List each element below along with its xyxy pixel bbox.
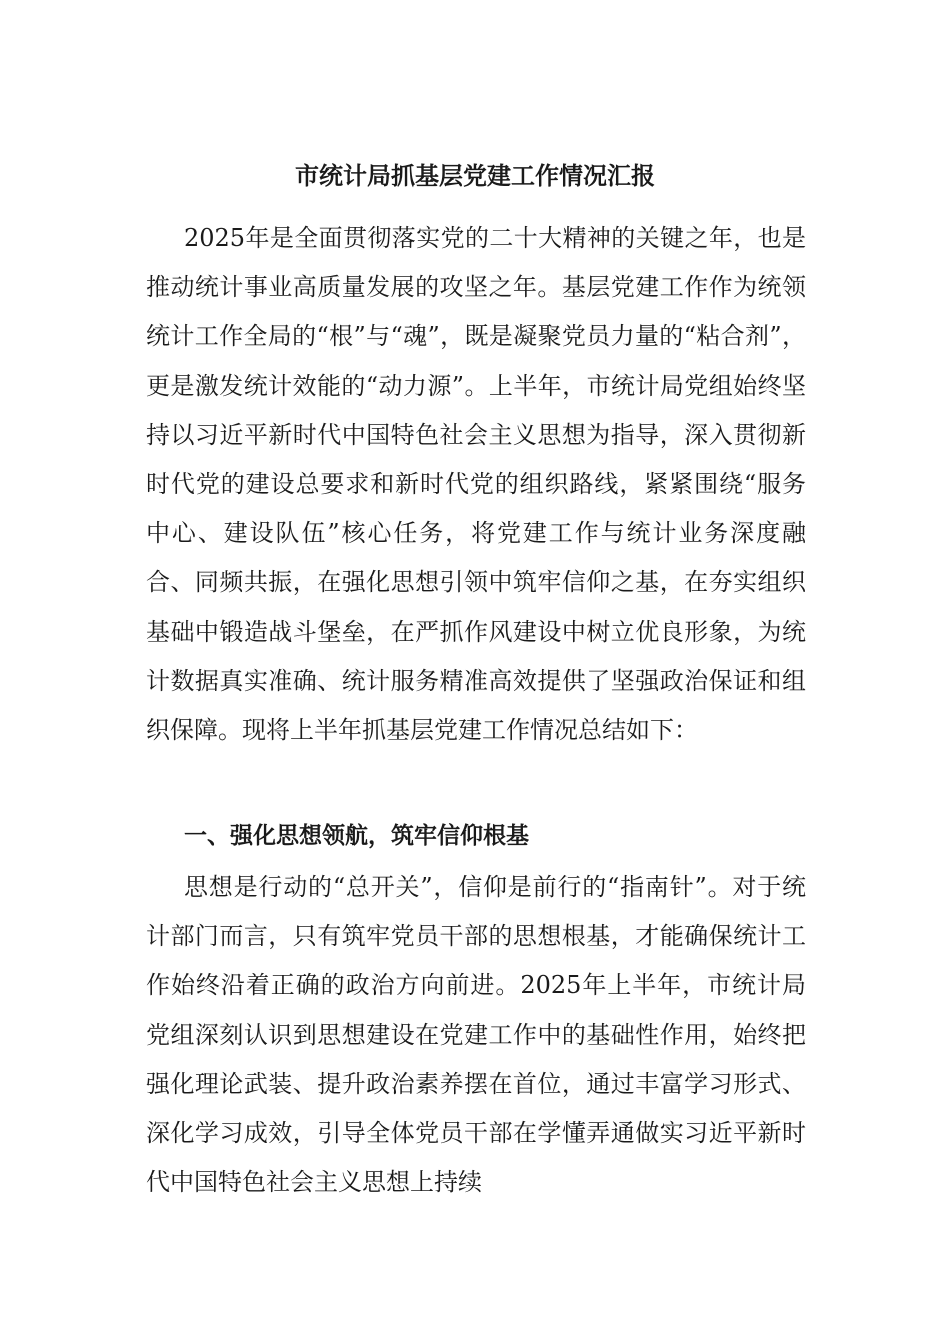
document-title: 市统计局抓基层党建工作情况汇报 — [295, 161, 655, 190]
intro-paragraph: 2025年是全面贯彻落实党的二十大精神的关键之年，也是推动统计事业高质量发展的攻坚之年。基层党建工作作为统领统计工作全局的“根”与“魂”，既是凝聚党员力量的“粘合剂”，更是激发统计效能的“动力源”。上半年，市统计局党组始终坚持以习近平新时代中国特色社会主义思想为指导，深入贯彻新时代党的建设总要求和新时代党的组织路线，紧紧围绕“服务中心、建设队伍”核心任务，将党建工作与统计业务深度融合、同频共振，在强化思想引领中筑牢信仰之基，在夯实组织基础中锻造战斗堡垒，在严抓作风建设中树立优良形象，为统计数据真实准确、统计服务精准高效提供了坚强政治保证和组织保障。现将上半年抓基层党建工作情况总结如下： — [146, 224, 806, 745]
section-1-heading: 一、强化思想领航，筑牢信仰根基 — [184, 823, 529, 849]
section-1-paragraph: 思想是行动的“总开关”，信仰是前行的“指南针”。对于统计部门而言，只有筑牢党员干部的思想根基，才能确保统计工作始终沿着正确的政治方向前进。2025年上半年，市统计局党组深刻认识到思想建设在党建工作中的基础性作用，始终把强化理论武装、提升政治素养摆在首位，通过丰富学习形式、深化学习成效，引导全体党员干部在学懂弄通做实习近平新时代中国特色社会主义思想上持续 — [146, 873, 806, 1197]
